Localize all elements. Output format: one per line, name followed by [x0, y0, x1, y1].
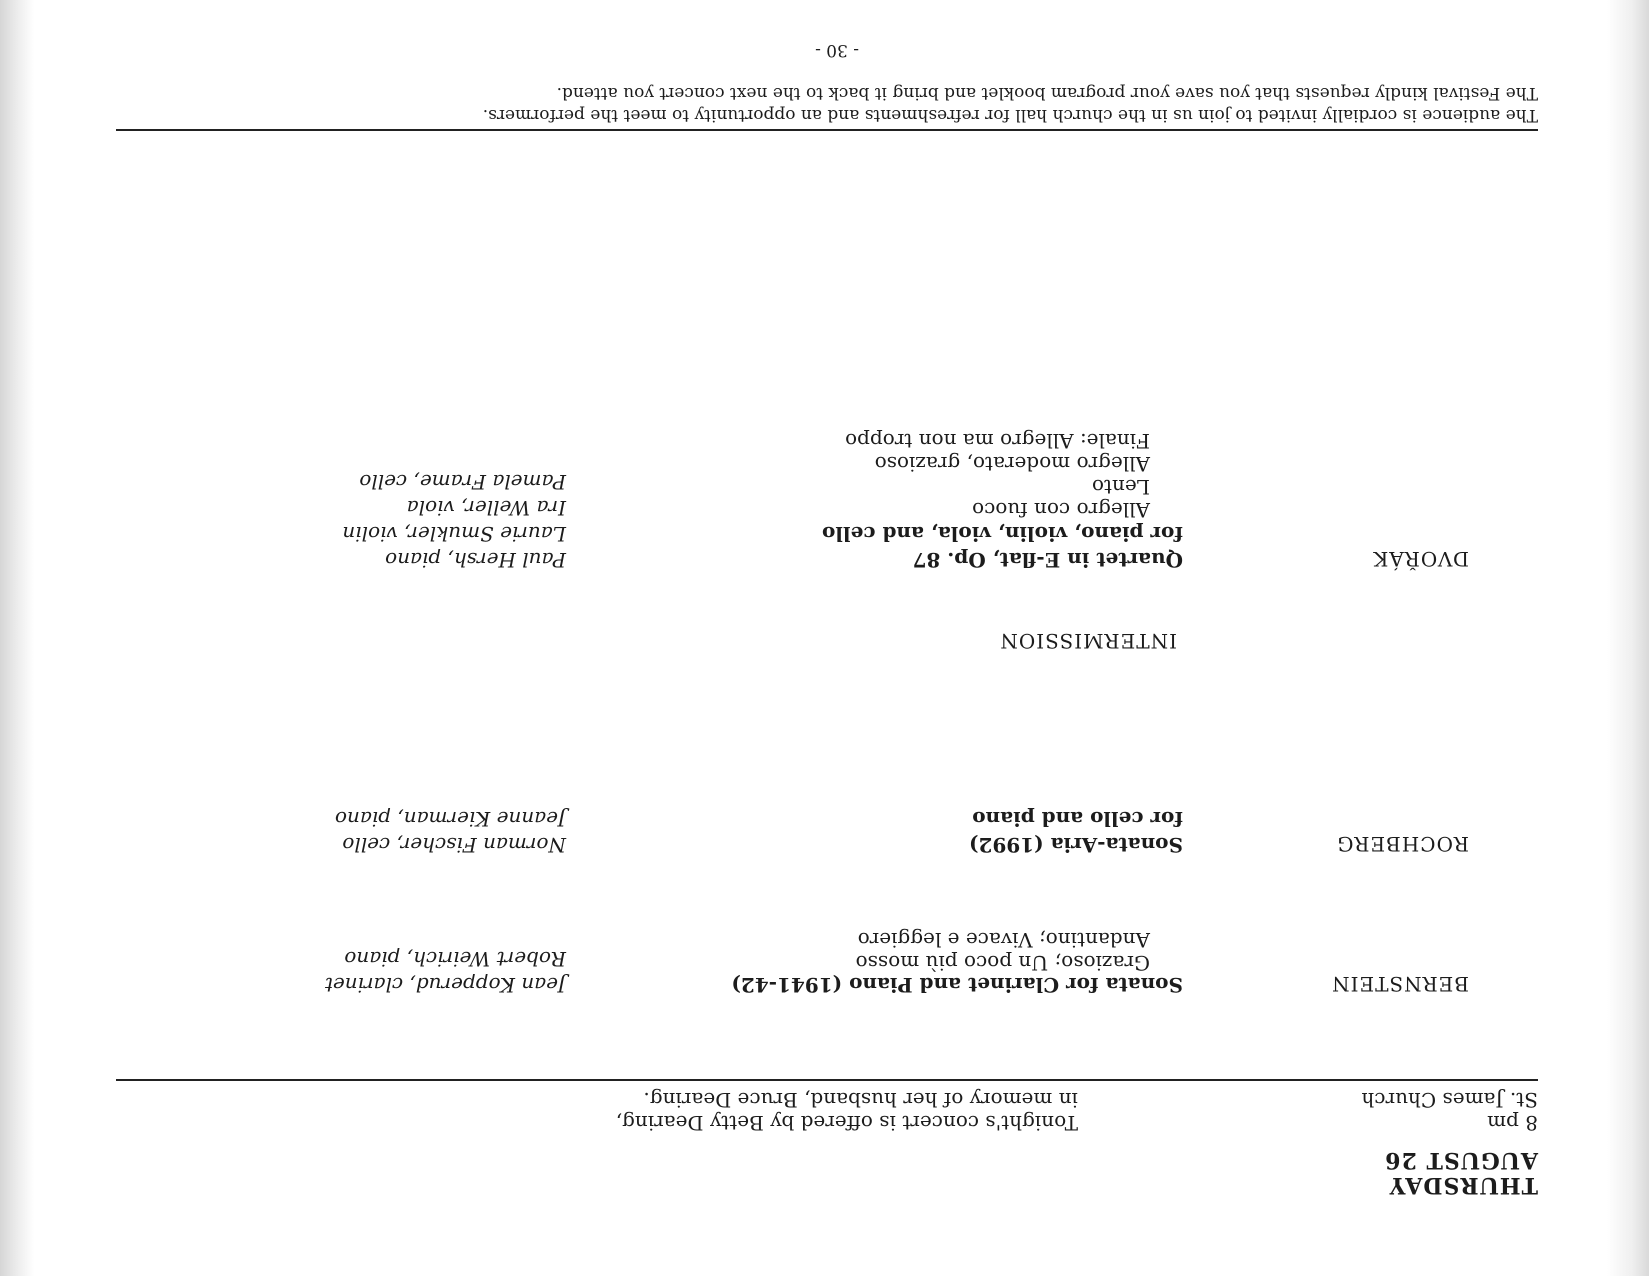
intermission-label: INTERMISSION	[999, 629, 1177, 653]
movement: Allegro moderato, grazioso	[874, 452, 1150, 476]
work-title-block	[822, 521, 1183, 573]
movement-list	[845, 429, 1150, 521]
work-subtitle: for piano, violin, viola, and cello	[822, 522, 1183, 546]
composer-name: BERNSTEIN	[1331, 972, 1469, 996]
work-title: Sonata for Clarinet and Piano (1941-42)	[731, 973, 1183, 997]
divider-rule	[116, 1079, 1538, 1081]
movement: Grazioso; Un poco più mosso	[855, 951, 1150, 975]
performer: Laurie Smukler, violin	[342, 522, 566, 546]
movement: Andantino; Vivace e leggiero	[857, 928, 1150, 952]
concert-time: 8 pm	[1487, 1111, 1538, 1135]
composer-name: DVOŘÁK	[1372, 547, 1469, 571]
movement-list	[856, 928, 1150, 974]
performer-list	[342, 469, 566, 573]
scan-edge-shadow	[1607, 0, 1649, 1276]
performer: Jean Kopperud, clarinet	[324, 973, 566, 997]
concert-day-date	[1384, 1147, 1538, 1197]
divider-rule	[116, 129, 1538, 131]
work-title: Quartet in E-flat, Op. 87	[912, 548, 1183, 572]
performer-list	[325, 946, 566, 998]
performer: Ira Weller, viola	[406, 496, 566, 520]
performer: Paul Hersh, piano	[385, 548, 566, 572]
concert-date: AUGUST 26	[1384, 1147, 1538, 1173]
performer: Pamela Frame, cello	[359, 470, 566, 494]
performer: Norman Fischer, cello	[342, 833, 566, 857]
concert-day: THURSDAY	[1388, 1172, 1538, 1198]
dedication-note	[616, 1088, 1078, 1134]
movement: Finale: Allegro ma non troppo	[845, 429, 1150, 453]
work-subtitle: for cello and piano	[972, 807, 1183, 831]
footer-line: The audience is cordially invited to join us in the church hall for refreshments and an opportunity to meet the performers.	[482, 105, 1538, 125]
work-title-block	[969, 806, 1183, 858]
performer: Robert Weirich, piano	[344, 947, 566, 971]
composer-name: ROCHBERG	[1336, 832, 1469, 856]
dedication-line: Tonight's concert is offered by Betty Dearing,	[615, 1111, 1078, 1135]
footer-note	[483, 82, 1538, 126]
concert-venue: St. James Church	[1361, 1088, 1538, 1112]
page-number: - 30 -	[815, 40, 859, 60]
movement: Lento	[1091, 475, 1150, 499]
footer-line: The Festival kindly requests that you save your program booklet and bring it back to the next concert you attend.	[556, 83, 1538, 103]
movement: Allegro con fuoco	[972, 498, 1150, 522]
concert-time-venue	[1361, 1088, 1538, 1134]
scan-edge-shadow	[0, 0, 34, 1276]
performer-list	[335, 806, 566, 858]
performer: Jeanne Kierman, piano	[335, 807, 566, 831]
dedication-line: in memory of her husband, Bruce Dearing.	[643, 1088, 1078, 1112]
work-title: Sonata-Aria (1992)	[969, 833, 1183, 857]
